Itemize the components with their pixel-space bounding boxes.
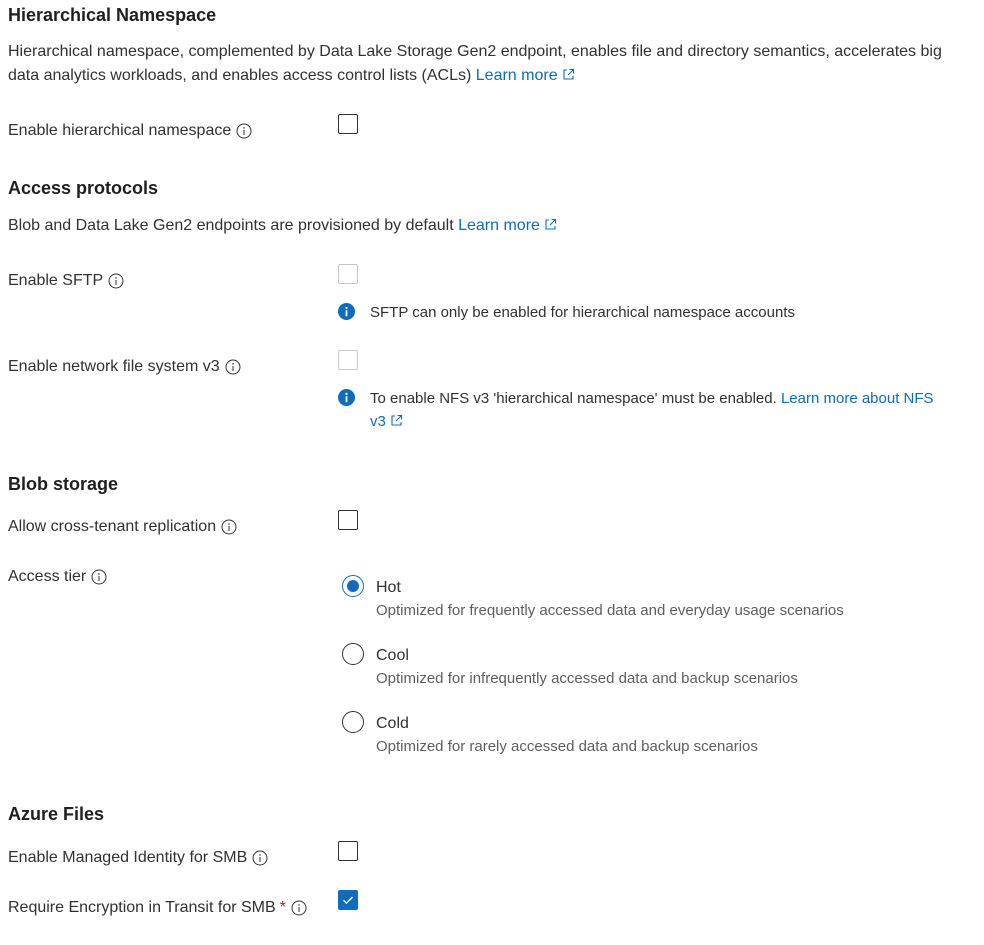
nfs-learn-more-label: Learn more about NFS v3 [370,390,934,430]
info-icon[interactable] [236,123,252,139]
protocols-description-text: Blob and Data Lake Gen2 endpoints are provisioned by default [8,217,454,234]
access-tier-cold-desc: Optimized for rarely accessed data and backup scenarios [376,738,758,755]
enable-hns-checkbox[interactable] [338,114,358,134]
info-icon[interactable] [252,850,268,866]
enable-hns-label [8,122,252,140]
section-heading-hierarchical-namespace: Hierarchical Namespace [8,5,217,25]
access-tier-cold-title: Cold [376,715,409,732]
section-heading-blob-storage: Blob storage [8,474,119,494]
external-link-icon [390,414,403,427]
external-link-icon [562,68,575,81]
nfs-info-note [338,387,953,433]
managed-identity-label [8,849,268,867]
access-tier-hot-desc: Optimized for frequently accessed data and everyday usage scenarios [376,602,844,619]
nfs-info-text-wrap [370,387,953,433]
enable-nfs-label-text: Enable network file system v3 [8,358,220,375]
info-filled-icon [338,389,355,406]
enable-sftp-label [8,272,124,290]
protocols-description [8,214,557,238]
encryption-in-transit-label [8,899,307,917]
managed-identity-checkbox[interactable] [338,841,358,861]
access-tier-hot-radio[interactable] [342,575,364,597]
hns-description-text: Hierarchical namespace, complemented by Data Lake Storage Gen2 endpoint, enables file and directory semantics, accelerates big data analytics workloads, and enables access control lists (ACLs) [8,43,942,84]
hns-learn-more-label: Learn more [475,67,558,84]
access-tier-cool-desc: Optimized for infrequently accessed data and backup scenarios [376,670,798,687]
enable-nfs-checkbox[interactable] [338,350,358,370]
checkmark-icon [341,893,355,907]
encryption-in-transit-label-text: Require Encryption in Transit for SMB [8,899,276,916]
sftp-info-text: SFTP can only be enabled for hierarchical namespace accounts [370,304,795,321]
cross-tenant-replication-checkbox[interactable] [338,510,358,530]
enable-hns-label-text: Enable hierarchical namespace [8,122,232,139]
info-icon[interactable] [221,519,237,535]
access-tier-cool-radio[interactable] [342,643,364,665]
nfs-info-text: To enable NFS v3 'hierarchical namespace' must be enabled. [370,390,777,407]
external-link-icon [544,218,557,231]
access-tier-hot-title: Hot [376,579,401,596]
enable-sftp-checkbox[interactable] [338,264,358,284]
sftp-info-note [338,301,958,324]
hns-learn-more-link[interactable] [476,67,575,84]
protocols-learn-more-label: Learn more [458,217,540,234]
required-asterisk: * [279,899,286,916]
info-icon[interactable] [225,359,241,375]
info-filled-icon [338,303,355,320]
radio-selected-dot [347,580,359,592]
access-tier-cool-title: Cool [376,647,409,664]
enable-sftp-label-text: Enable SFTP [8,272,104,289]
hns-description [8,40,968,88]
access-tier-label [8,568,107,586]
enable-nfs-label [8,358,241,376]
cross-tenant-replication-label-text: Allow cross-tenant replication [8,518,217,535]
protocols-learn-more-link[interactable] [458,217,557,234]
access-tier-label-text: Access tier [8,568,87,585]
section-heading-azure-files: Azure Files [8,804,105,824]
cross-tenant-replication-label [8,518,237,536]
info-icon[interactable] [108,273,124,289]
encryption-in-transit-checkbox[interactable] [338,890,358,910]
info-icon[interactable] [291,900,307,916]
section-heading-access-protocols: Access protocols [8,178,159,198]
managed-identity-label-text: Enable Managed Identity for SMB [8,849,248,866]
info-icon[interactable] [91,569,107,585]
access-tier-cold-radio[interactable] [342,711,364,733]
